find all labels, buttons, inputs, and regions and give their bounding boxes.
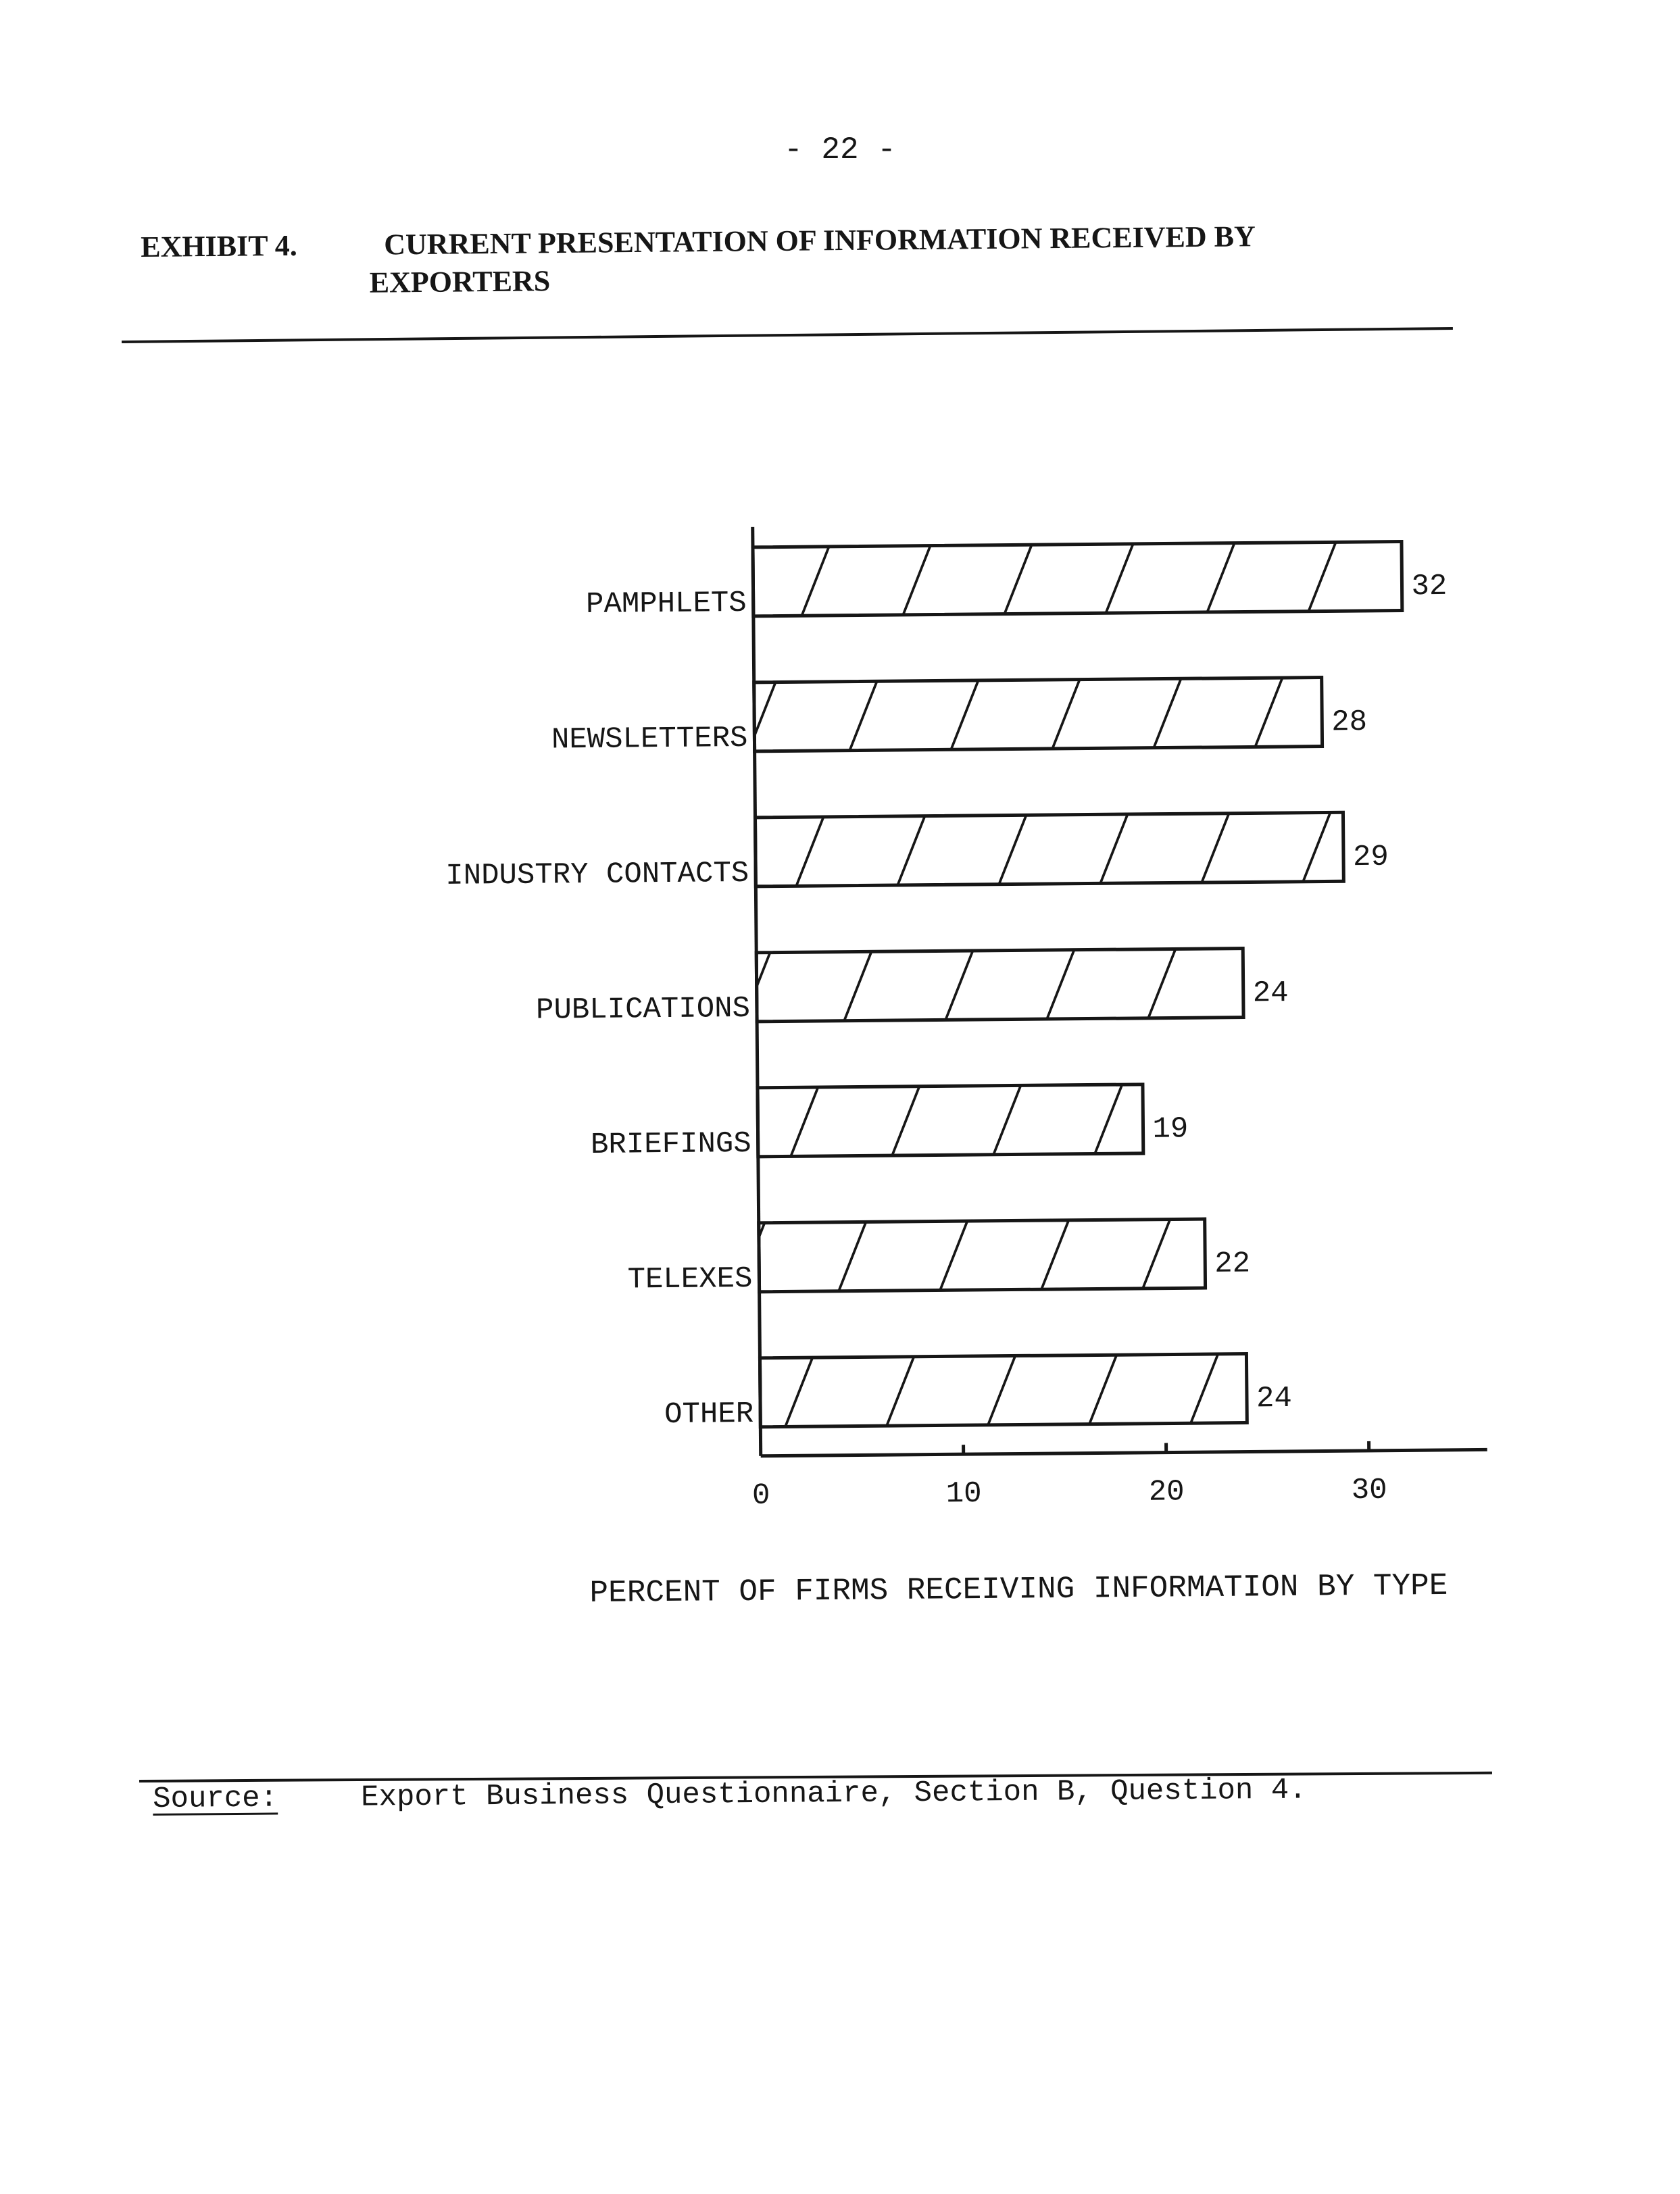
x-axis-label: PERCENT OF FIRMS RECEIVING INFORMATION BY TYPE bbox=[589, 1568, 1448, 1612]
bar bbox=[753, 541, 1402, 616]
x-tick-label: 30 bbox=[1351, 1473, 1387, 1508]
category-label: INDUSTRY CONTACTS bbox=[445, 856, 749, 893]
source-text: Export Business Questionnaire, Section B, Question 4. bbox=[360, 1773, 1307, 1815]
data-label: 19 bbox=[1152, 1112, 1189, 1147]
category-label: NEWSLETTERS bbox=[551, 721, 748, 757]
source-label: Source: bbox=[153, 1781, 278, 1816]
exhibit-label: EXHIBIT 4. bbox=[141, 228, 297, 264]
data-label: 32 bbox=[1411, 569, 1448, 604]
bar bbox=[758, 1084, 1143, 1157]
bar bbox=[760, 1354, 1247, 1427]
category-label: TELEXES bbox=[627, 1262, 753, 1297]
exhibit-title-line1: CURRENT PRESENTATION OF INFORMATION RECEIVED BY bbox=[384, 220, 1256, 261]
bar bbox=[759, 1219, 1206, 1292]
bar bbox=[754, 678, 1323, 751]
category-label: BRIEFINGS bbox=[590, 1126, 751, 1162]
category-label: PUBLICATIONS bbox=[535, 991, 751, 1028]
category-label: OTHER bbox=[664, 1397, 754, 1432]
exhibit-title-line2: EXPORTERS bbox=[369, 264, 551, 299]
data-label: 29 bbox=[1352, 840, 1389, 875]
page-number: - 22 - bbox=[784, 132, 896, 168]
bar bbox=[755, 812, 1343, 887]
x-tick-label: 10 bbox=[945, 1476, 982, 1512]
x-tick-label: 20 bbox=[1148, 1475, 1185, 1510]
category-label: PAMPHLETS bbox=[585, 586, 747, 622]
data-label: 24 bbox=[1256, 1381, 1293, 1416]
data-label: 28 bbox=[1331, 705, 1368, 740]
data-label: 24 bbox=[1252, 976, 1289, 1011]
x-axis-line bbox=[761, 1449, 1487, 1455]
bar bbox=[756, 949, 1243, 1022]
x-tick-label: 0 bbox=[751, 1478, 770, 1513]
data-label: 22 bbox=[1214, 1247, 1251, 1281]
